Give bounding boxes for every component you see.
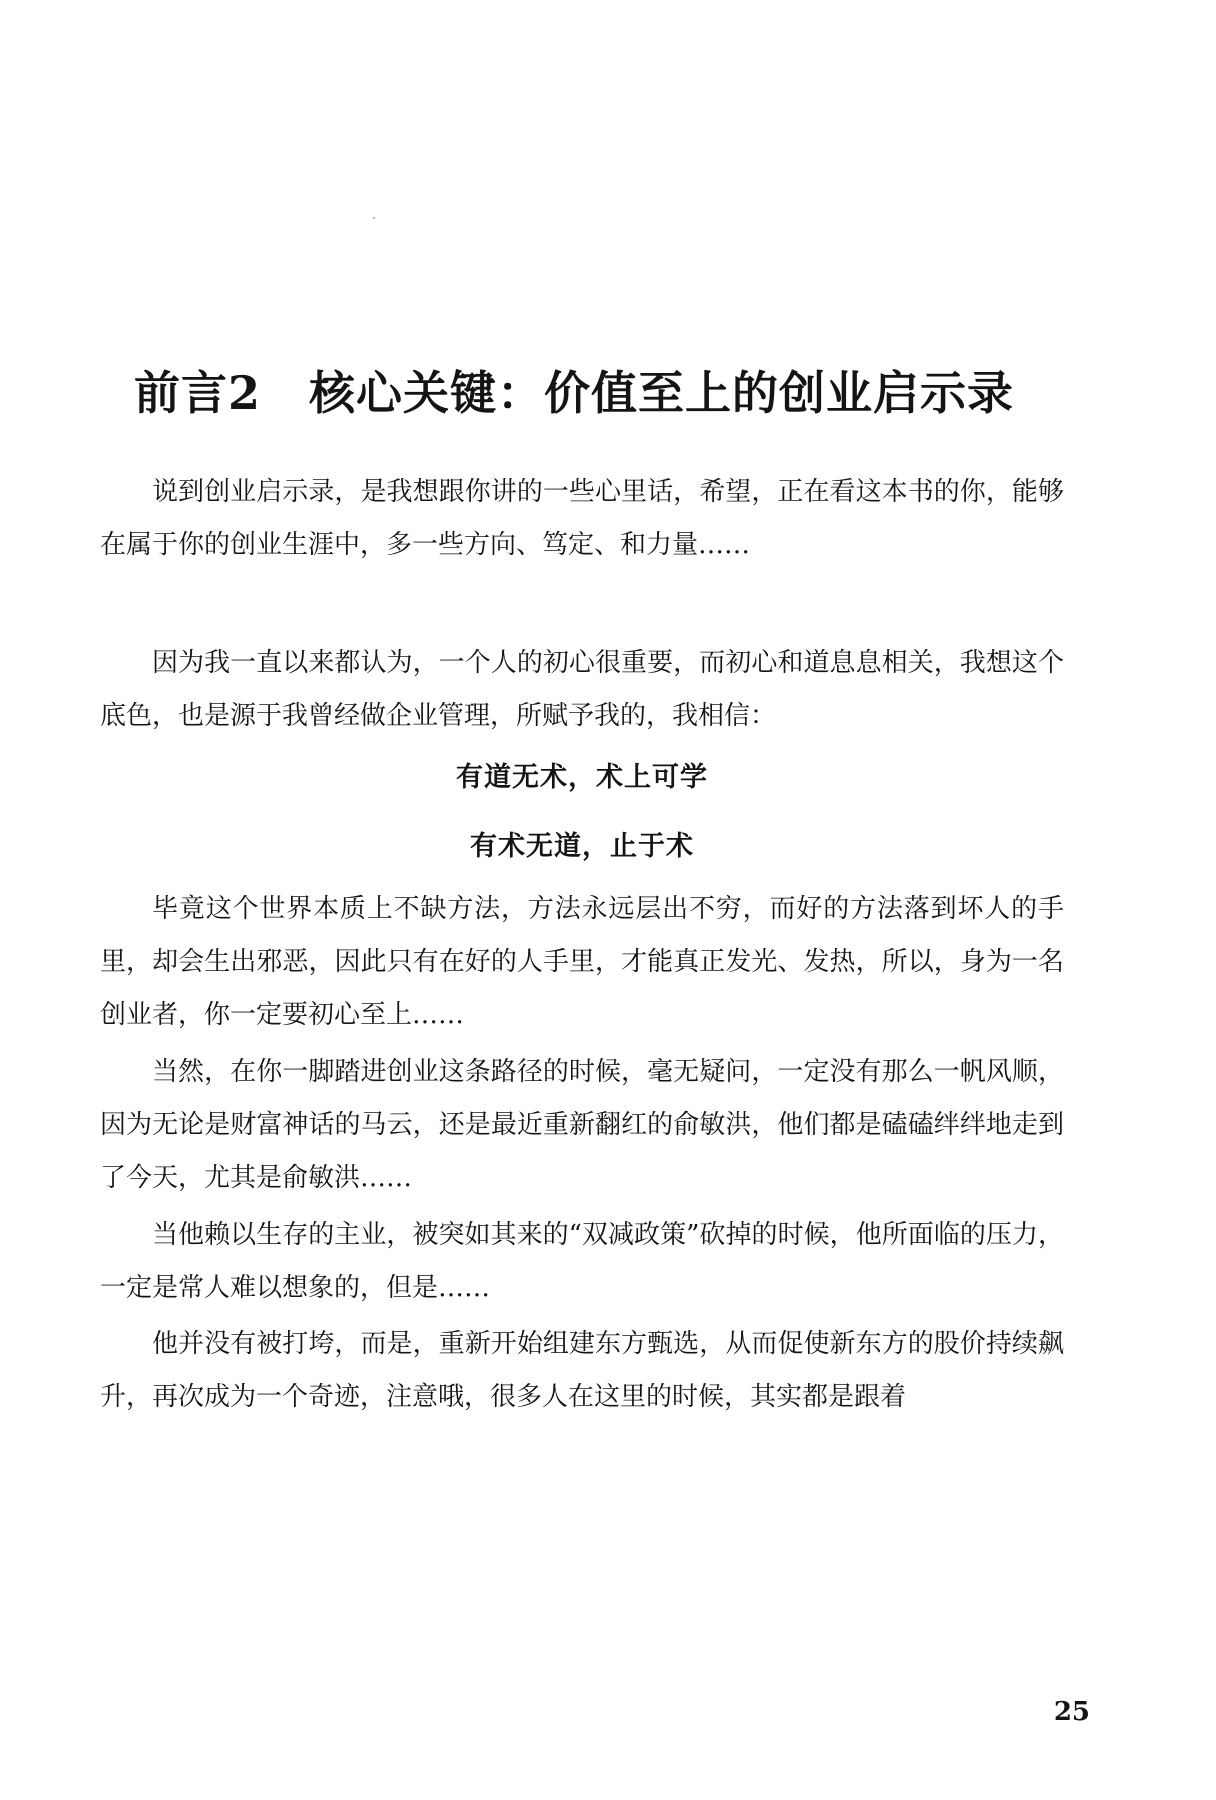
paragraph-methods: 毕竟这个世界本质上不缺方法，方法永远层出不穷，而好的方法落到坏人的手里，却会生出邪恶，因此只有在好的人手里，才能真正发光、发热，所以，身为一名创业者，你一定要初心至上……	[100, 894, 1064, 1030]
page-number: 25	[1053, 1697, 1090, 1727]
chapter-number: 前言2	[134, 366, 262, 420]
scan-speck	[373, 217, 375, 219]
chapter-title-text: 核心关键：价值至上的创业启示录	[309, 366, 1015, 420]
motto-line-1: 有道无术，术上可学	[456, 762, 708, 793]
paragraph-belief: 因为我一直以来都认为，一个人的初心很重要，而初心和道息息相关，我想这个底色，也是源于我曾经做企业管理，所赋予我的，我相信：	[100, 648, 1064, 731]
paragraph-comeback: 他并没有被打垮，而是，重新开始组建东方甄选，从而促使新东方的股价持续飙升，再次成为一个奇迹，注意哦，很多人在这里的时候，其实都是跟着	[100, 1329, 1064, 1412]
motto-line-2: 有术无道，止于术	[470, 831, 694, 862]
paragraph-journey: 当然，在你一脚踏进创业这条路径的时候，毫无疑问，一定没有那么一帆风顺， 因为无论是财富神话的马云，还是最近重新翻红的俞敏洪，他们都是磕磕绊绊地走到了今天，尤其是俞敏洪……	[100, 1057, 1064, 1193]
paragraph-intro: 说到创业启示录，是我想跟你讲的一些心里话，希望，正在看这本书的你，能够在属于你的创业生涯中，多一些方向、笃定、和力量……	[100, 477, 1064, 560]
paragraph-pressure: 当他赖以生存的主业，被突如其来的“双减政策”砍掉的时候，他所面临的压力，一定是常人难以想象的，但是……	[100, 1220, 1064, 1303]
chapter-title	[134, 358, 1094, 428]
